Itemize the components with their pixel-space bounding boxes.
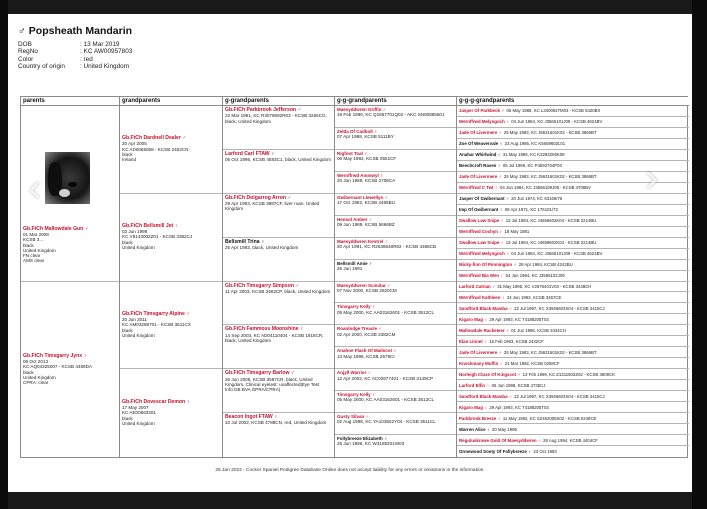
dog-name-link[interactable]: Elan Linnet ♀ (459, 338, 488, 344)
grandparents-cell (120, 106, 222, 194)
dog-name-link[interactable]: Zelda Of Cadboll ♀ (337, 128, 378, 134)
dog-details: 25 Apr 1993, black, United Kingdom (225, 244, 299, 250)
ggg-grandparents-cell (457, 117, 689, 128)
dog-name-link[interactable]: Gb.FtCh Timsgarry Alpine ♂ (122, 310, 191, 317)
info-row (18, 41, 132, 48)
dog-details: 13 Jul 1984, KC J4659602K04 - KCSB 2214BU (505, 240, 597, 246)
info-value: : 13 Mar 2019 (80, 41, 120, 48)
ggg-grandparents-cell (457, 314, 689, 325)
dog-details: 10 Jul 2002, KCSB 4788CN, red, United Kingdom (225, 420, 327, 426)
sex-symbol: ♂ (18, 25, 26, 37)
dog-name-link[interactable]: Hensol Amber ♀ (337, 216, 372, 222)
ggg-grandparents-cell (457, 380, 689, 391)
ggg-grandparents-cell (457, 106, 689, 117)
dog-name-link[interactable]: Kigaro Mag ♀ (459, 316, 488, 322)
dog-details: 07 Nov 2000, KCSB 2820CM (337, 287, 397, 293)
ggg-grandparents-cell (457, 358, 689, 369)
dog-name-link[interactable]: Ormewood Sooty Of Follybreeze ♀ (459, 449, 532, 455)
ggg-grandparents-cell (457, 413, 689, 424)
dog-details: 01 Mar 2008 KCSB 3... black United Kingdom FN clear AMS clear (23, 232, 56, 264)
g-grandparents-cell (223, 282, 334, 326)
right-dark-edge (692, 0, 707, 509)
gg-grandparents-cell (335, 303, 456, 325)
dog-name-link[interactable]: Imp Of Gwibernant ♀ (459, 207, 503, 213)
dog-details: 21 Mar 1992, KCSB 0258CF (504, 360, 560, 366)
pedigree-page (8, 14, 692, 492)
dog-name-link[interactable]: Gb.FtCh Mallowdale Gun ♂ (23, 225, 89, 232)
dog-name-link[interactable]: Larford Elfin ♀ (459, 382, 490, 388)
dog-chest (59, 189, 70, 197)
dog-details: 20 Apr 2005 KC AD0065068 - KCSB 2462CN black Ireland (122, 141, 189, 163)
dog-details: 23 Aug 1985, KC K5659602L01 (504, 141, 566, 147)
info-label: Color (18, 55, 34, 63)
dog-name-link[interactable]: Timsgarry Kelly ♀ (337, 304, 376, 310)
dog-details: 06 Jun 1998, KCSB 4735CJ (491, 382, 546, 388)
dog-details: 20 May 1995 (492, 426, 517, 432)
dog-name-link[interactable]: Mallowdale Racketeer ♂ (459, 327, 510, 333)
dog-name-link[interactable]: Wernffrwd Melyngoch ♀ (459, 119, 510, 125)
dog-name-link[interactable]: Micky-finn Of Pinmington ♂ (459, 262, 517, 268)
info-label: DOB (18, 41, 32, 48)
ggg-grandparents-cell (457, 325, 689, 336)
dog-details: 20 Jun 1989, KCSB 2706CA (337, 178, 396, 184)
pedigree-table (20, 96, 688, 458)
dog-name-link[interactable]: Gb.FtCh Timsgarry Simpson ♂ (225, 282, 300, 289)
dog-name-link[interactable]: Jade Of Livermere ♂ (459, 174, 502, 180)
dog-name-link[interactable]: Knockmany Muffin ♀ (459, 360, 503, 366)
dog-details: 31 May 1985, KC K3293206K09 (502, 152, 565, 158)
dog-name-link[interactable]: Gb.FtCh Dovescar Demon ♀ (122, 398, 191, 405)
dog-details: 06 Oct 1996, KCSB 4583C1, black, United Kingdom (225, 157, 331, 163)
dog-details: 20 Jun 1974, KC 63169/76 (511, 196, 563, 202)
chevron-left-icon[interactable]: ‹ (28, 166, 42, 210)
gg-grandparents-cell (335, 391, 456, 413)
info-row (18, 48, 132, 55)
dog-details: 13 Jul 1984, KC J4659602K04 - KCSB 2214BU (505, 218, 597, 224)
ggg-grandparents-column (456, 97, 689, 457)
grandparents-column (119, 97, 222, 457)
dog-name-link[interactable]: Wernffrwd Ammwyl ♀ (337, 172, 384, 178)
info-row (18, 56, 132, 63)
info-value: : United Kingdom (80, 62, 130, 70)
dog-name-link[interactable]: Timsgarry Kelly ♀ (337, 392, 376, 398)
dog-name-link[interactable]: Wernffrwd Cochyn ♀ (459, 229, 503, 235)
dog-name-link[interactable]: Gb.FtCh Bellsmill Jet ♀ (122, 222, 179, 229)
dog-details: 20 Apr 1991, KC R2638640R02 - KCSB 4368CB (337, 243, 437, 249)
dog-name-link[interactable]: Bellsmill Amie ♀ (337, 260, 373, 266)
dog-details: 13 Feb 1999, KC Z1311503Z02 - KCSB 3609CK (522, 371, 615, 377)
dog-details: 09 Jun 1989, KCSB 5866BZ (337, 221, 395, 227)
dog-name-link[interactable]: Bellsmill Trina ♀ (225, 238, 265, 245)
dog-details: 26 Jun 1991 (337, 265, 363, 271)
dog-details: 06 May 1992, KCSB 0551CF (337, 156, 397, 162)
dog-name-link[interactable]: Gb.FtCh Fammoss Moonshine ♀ (225, 326, 304, 333)
dog-name-link[interactable]: Warren Alice ♀ (459, 426, 491, 432)
dog-details: 26 Jun 2005, KCSB 3587CR, black, United Kingdom, Clinical eyetest: unaffected|Eye Test Info:GB BVA GPRA/CPRA) (225, 376, 320, 393)
dog-name-link[interactable]: Jasper Of Parkbeck ♂ (459, 108, 505, 114)
ggg-grandparents-cell (457, 271, 689, 282)
gg-grandparents-header: g-g-grandparents (335, 97, 456, 106)
dog-name-link[interactable]: Roanlodge Treacle ♂ (337, 326, 382, 332)
gg-grandparents-cell (335, 150, 456, 172)
ggg-grandparents-cell (457, 369, 689, 380)
gg-grandparents-cell (335, 347, 456, 369)
dog-details: 29 Apr 1993, KCSB 3987CF, liver roan, United Kingdom (225, 201, 320, 212)
grandparents-cell (120, 194, 222, 282)
dog-details: 13 May 1996, KCSB 2578CI (337, 353, 395, 359)
dog-details: 28 Aug 1994, KCSB 4404CF (543, 437, 598, 443)
dog-name-link[interactable]: Gwibernant Llewellyn ♂ (337, 194, 388, 200)
g-grandparents-cell (223, 238, 334, 282)
dog-details: 16 Feb 1993, KCSB 2432CF (489, 338, 544, 344)
dog-name-link[interactable]: Beechcroft Raven ♀ (459, 163, 501, 169)
dog-details: 19 Feb 1990, KC Q1867701Q02 - AKC SN00885501 (337, 112, 445, 118)
dog-name-link[interactable]: Zoe Of Weavervale ♀ (459, 141, 503, 147)
info-row (18, 63, 132, 70)
gg-grandparents-cell (335, 106, 456, 128)
grandparents-cell (120, 282, 222, 370)
dog-title (18, 25, 132, 37)
dog-name-link[interactable]: Gusty Silvan ♂ (337, 414, 369, 420)
gg-grandparents-column (334, 97, 456, 457)
dog-details: 07 Apr 1988, KCSB 5111BY (337, 134, 394, 140)
ggg-grandparents-cell (457, 402, 689, 413)
g-grandparents-cell (223, 150, 334, 194)
ggg-grandparents-cell (457, 205, 689, 216)
gg-grandparents-cell (335, 238, 456, 260)
dog-details: 31 May 1995, KC V2676401V03 - KCSB 3438CH (497, 283, 592, 289)
dog-details: 05 May 2000, KC AA03162601 - KCSB 3512CL (337, 397, 435, 403)
dog-details: 22 Jul 1997, KC X3926603X04 - KCSB 3415CJ (514, 393, 605, 399)
dog-name-link[interactable]: Wernffrwd Melyngoch ♀ (459, 251, 510, 257)
parents-column (21, 97, 119, 457)
dog-details: 06 Oct 2013 KC AQ04325007 - KCSB 4489DA black United Kingdom CPRA: clear (23, 359, 92, 386)
dog-details: 17 Oct 1982, KCSB 4458BU (337, 200, 395, 206)
dog-name-link[interactable]: Maesyddwren Kestrel ♂ (337, 238, 388, 244)
dog-name-link[interactable]: Follybreeze Elizabeth ♀ (337, 436, 388, 442)
ggg-grandparents-cell (457, 303, 689, 314)
gg-grandparents-cell (335, 325, 456, 347)
dog-name-link[interactable]: Reguluskrowe Gold Of Maesyddwren ♂ (459, 437, 542, 443)
gg-grandparents-cell (335, 413, 456, 435)
dog-name-link[interactable]: Gb.FtCh Dardnell Dealer ♂ (122, 135, 187, 142)
g-grandparents-cell (223, 325, 334, 369)
dog-name-link[interactable]: Swallow Law Snipe ♂ (459, 240, 504, 246)
dog-details: 06 May 1988, KC L3400927M03 - KCSB 5420BX (506, 108, 601, 114)
dog-details: 25 Jun 1996, KC W3185201W03 (337, 441, 405, 447)
dog-name-link[interactable]: Sandford Black Mamba ♂ (459, 305, 513, 311)
dog-details: 05 Jul 1989, KC P4593704P03 (502, 163, 562, 169)
dog-name-link[interactable]: Rigfoot Toal ♂ (337, 150, 368, 156)
chevron-right-icon[interactable]: › (645, 156, 659, 200)
info-value: : KC AW00957803 (80, 48, 133, 56)
grandparents-cell (120, 369, 222, 457)
g-grandparents-cell (223, 106, 334, 150)
dog-name-link[interactable]: Gb.FtCh Parkbrook Jefferson ♂ (225, 107, 302, 113)
disclaimer-footer: 25 Jan 2022 - Cocker Spaniel Pedigree Database Online does not accept liability for any errors or omissions in the information. (215, 468, 485, 473)
dog-name-link[interactable]: Kigaro Mag ♀ (459, 404, 488, 410)
gg-grandparents-cell (335, 194, 456, 216)
ggg-grandparents-cell (457, 128, 689, 139)
dog-details: 08 Apr 1971, KC 176101/72 (504, 207, 558, 213)
dog-name-link[interactable]: Wernffrwd Bia Wen ♀ (459, 273, 504, 279)
dog-details: 11 May 1992, KC S2462005S02 - KCSB 0249CE (502, 415, 597, 421)
ggg-grandparents-cell (457, 336, 689, 347)
ggg-grandparents-cell (457, 347, 689, 358)
info-label: RegNo (18, 48, 38, 56)
parents-header: parents (21, 97, 119, 106)
dog-name-link[interactable]: Gb.FtCh Dolgarrog Arron ♂ (225, 194, 292, 201)
left-dark-edge (0, 0, 8, 509)
grandparents-header: grandparents (120, 97, 222, 106)
dog-details: 11 Apr 2003, KCSB 2562CP, black, United Kingdom (225, 288, 331, 294)
g-grandparents-header: g-grandparents (223, 97, 334, 106)
dog-details: 29 Apr 1993, KC T4188205T03 (489, 316, 549, 322)
dog-name-link[interactable]: Maesyddwren Griffin ♂ (337, 107, 387, 112)
dog-details: 17 May 2007 KC AE00663301 black United Kingdom (122, 405, 156, 427)
dog-details: 25 May 1983, KC J5631601K02 - KCSB 3866BT (503, 349, 597, 355)
ggg-grandparents-cell (457, 391, 689, 402)
ggg-grandparents-cell (457, 424, 689, 435)
parents-cell (21, 282, 119, 458)
dog-name-link[interactable]: Anahar Whirlwind ♂ (459, 152, 501, 158)
gg-grandparents-cell (335, 260, 456, 282)
dog-name-link[interactable]: Beacon Ingot FTAW ♀ (225, 414, 278, 421)
dog-details: 04 Jun 1984, KC J3566109J09 - KCSB 4708BV (499, 185, 591, 191)
dog-details: 18 May 1981 (504, 229, 530, 235)
gg-grandparents-cell (335, 172, 456, 194)
dog-details: 20 Jun 2011 KC AM03288701 - KCSB 3611CX black United Kingdom (122, 316, 191, 338)
dog-name-link[interactable]: Wernffrwd Kathleen ♀ (459, 294, 505, 300)
dog-name-link[interactable]: Sandford Black Mamba ♂ (459, 393, 513, 399)
ggg-grandparents-cell (457, 446, 689, 457)
dog-details: 03 Jun 1998 KC V5143002Z01 - KCSB 3382CJ black United Kingdom (122, 229, 193, 251)
dog-details: 12 Apr 2002, KC AC02677401 - KCSB 3149CP (337, 375, 434, 381)
dog-name-link[interactable]: Gb.FtCh Timsgarry Barlow ♂ (225, 370, 295, 377)
ggg-grandparents-cell (457, 139, 689, 150)
dog-details: 25 May 1983, KC J5631601K02 - KCSB 3866BT (503, 174, 597, 180)
dog-name-link[interactable]: Jade Of Livermere ♂ (459, 130, 502, 136)
ggg-grandparents-cell (457, 249, 689, 260)
gg-grandparents-cell (335, 435, 456, 457)
dog-details: 29 Apr 1993, KC T4188205T03 (489, 404, 549, 410)
ggg-grandparents-cell (457, 216, 689, 227)
dog-name: Popsheath Mandarin (28, 25, 133, 37)
dog-details: 04 Jun 1984, KC J3566101J09 - KCSB 4624BV (511, 251, 603, 257)
dog-nose (68, 182, 77, 187)
ggg-grandparents-cell (457, 227, 689, 238)
dog-details: 22 Mar 1991, KC R3078692R03 - KCSB 3256CG, black, United Kingdom (225, 113, 327, 124)
dog-details: 02 Apr 2000, KCSB 2382CM (337, 331, 396, 337)
dog-name-link[interactable]: Anahoe Flash Of Mailscot ♀ (337, 348, 397, 354)
dog-name-link[interactable]: Gb.FtCh Timsgarry Jynx ♀ (23, 352, 88, 359)
dog-details: 22 Jul 1997, KC X3926603X04 - KCSB 3415CJ (514, 305, 605, 311)
dog-details: 23 Oct 1993 (533, 449, 557, 455)
dog-name-link[interactable]: Jasper Of Gwibernant ♂ (459, 196, 510, 202)
gg-grandparents-cell (335, 216, 456, 238)
ggg-grandparents-cell (457, 238, 689, 249)
dog-name-link[interactable]: Larford Catrian ♂ (459, 283, 496, 289)
dog-details: 04 Jun 1984, KC J3566101J09 - KCSB 4624BV (511, 119, 603, 125)
g-grandparents-column (222, 97, 334, 457)
dog-details: 24 Jun 1993, KCSB 3467CE (506, 294, 562, 300)
dog-name-link[interactable]: Wernffrwd C Twt ♀ (459, 185, 498, 191)
g-grandparents-cell (223, 194, 334, 238)
dog-details: 04 Jun 1984, KC J3566102J09 (505, 273, 565, 279)
dog-details: 28 Apr 1984, KCSB 4242BU (518, 262, 573, 268)
info-value: : red (80, 55, 93, 63)
gg-grandparents-cell (335, 369, 456, 391)
g-grandparents-cell (223, 413, 334, 457)
gg-grandparents-cell (335, 282, 456, 304)
dog-name-link[interactable]: Maesyddwren Scimitar ♂ (337, 282, 391, 288)
ggg-grandparents-header: g-g-g-grandparents (457, 97, 689, 106)
ggg-grandparents-cell (457, 282, 689, 293)
ggg-grandparents-cell (457, 435, 689, 446)
ggg-grandparents-cell (457, 260, 689, 271)
dog-details: 01 Jun 1996, KCSB 3434CH (511, 327, 566, 333)
dog-details: 25 May 1983, KC J5631601K02 - KCSB 3866BT (503, 130, 597, 136)
dog-name-link[interactable]: Swallow Law Snipe ♂ (459, 218, 504, 224)
dog-name-link[interactable]: Norleigh Cluxe Of Kingscot ♂ (459, 371, 521, 377)
dog-name-link[interactable]: Anjyll Warrior ♂ (337, 370, 371, 376)
dog-name-link[interactable]: Jade Of Livermere ♂ (459, 349, 502, 355)
dog-details: 05 May 2000, KC AA03162601 - KCSB 3512CL (337, 309, 435, 315)
dog-info (18, 41, 132, 70)
dog-photo[interactable] (45, 152, 90, 204)
ggg-grandparents-cell (457, 292, 689, 303)
dog-details: 02 Aug 1998, KC YA103502Y04 - KCSB 3511CL (337, 419, 436, 425)
dog-name-link[interactable]: Larford Carl FTAW ♀ (225, 150, 275, 157)
info-label: Country of origin (18, 62, 65, 70)
dog-name-link[interactable]: Parkbrook Breeze ♂ (459, 415, 501, 421)
dog-details: 14 Sep 2003, KC AD04110404 - KCSB 1918CR, black, United Kingdom (225, 332, 324, 343)
g-grandparents-cell (223, 369, 334, 413)
gg-grandparents-cell (335, 128, 456, 150)
